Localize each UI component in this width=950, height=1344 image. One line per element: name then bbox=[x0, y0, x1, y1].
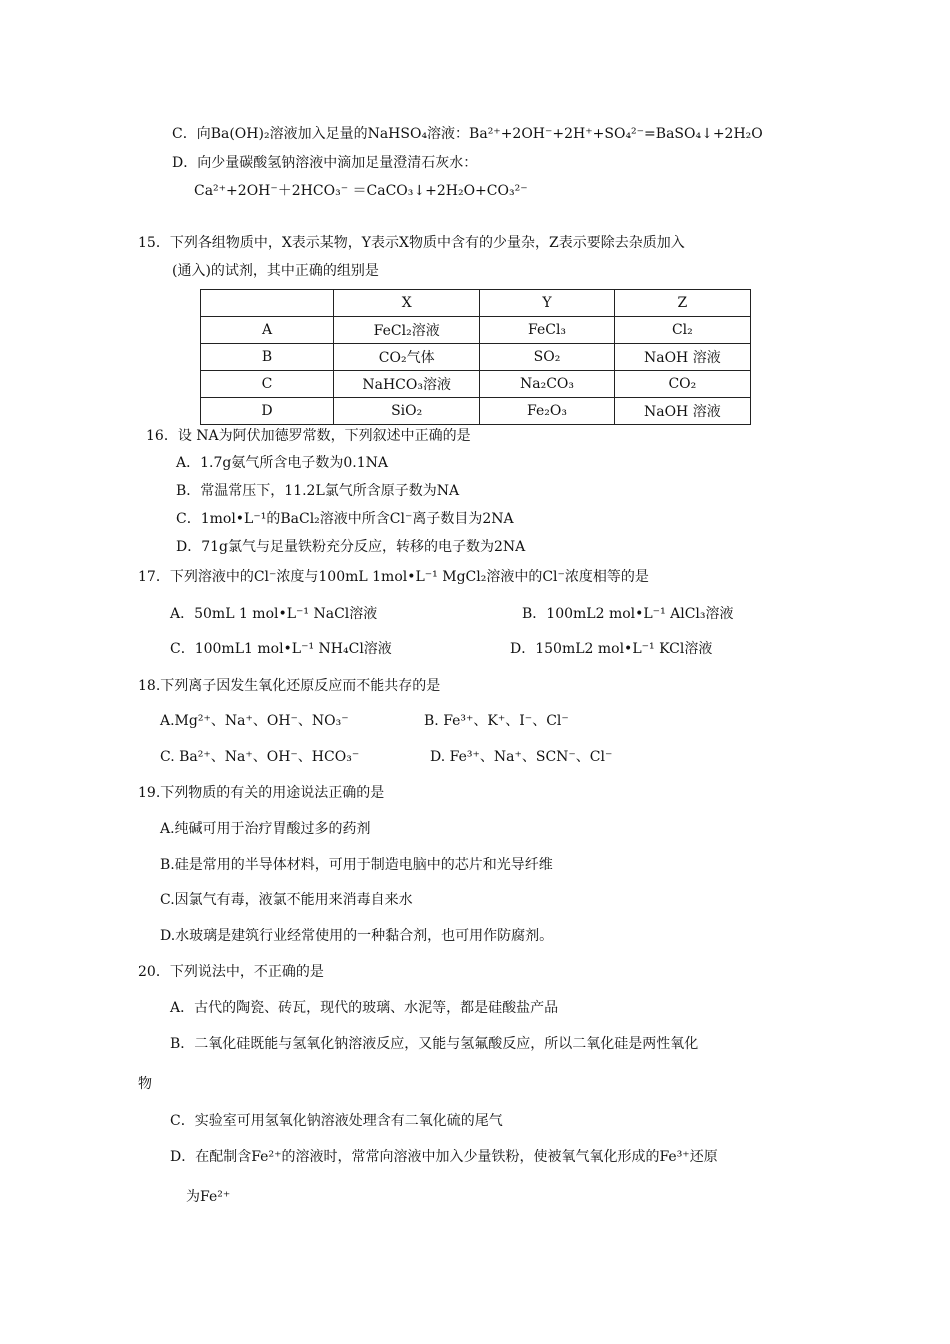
q14-option-c: C．向Ba(OH)₂溶液加入足量的NaHSO₄溶液：Ba²⁺+2OH⁻+2H⁺+SO₄²⁻=BaSO₄↓+2H₂O bbox=[172, 126, 763, 142]
table-cell: CO₂气体 bbox=[334, 344, 480, 371]
q17-stem: 17．下列溶液中的Cl⁻浓度与100mL 1mol•L⁻¹ MgCl₂溶液中的Cl⁻浓度相等的是 bbox=[138, 569, 649, 585]
q15-stem-line2: (通入)的试剂，其中正确的组别是 bbox=[172, 263, 379, 279]
table-cell: FeCl₃ bbox=[480, 317, 614, 344]
q19-option-d: D.水玻璃是建筑行业经常使用的一种黏合剂，也可用作防腐剂。 bbox=[160, 928, 554, 944]
q18-option-b: B. Fe³⁺、K⁺、I⁻、Cl⁻ bbox=[424, 713, 569, 729]
q20-option-b-line1: B．二氧化硅既能与氢氧化钠溶液反应，又能与氢氟酸反应，所以二氧化硅是两性氧化 bbox=[170, 1036, 699, 1052]
q20-option-d-line2: 为Fe²⁺ bbox=[186, 1189, 231, 1205]
q18-option-c: C. Ba²⁺、Na⁺、OH⁻、HCO₃⁻ bbox=[160, 749, 360, 765]
q19-option-c: C.因氯气有毒，液氯不能用来消毒自来水 bbox=[160, 892, 413, 908]
q16-stem: 16．设 NA为阿伏加德罗常数，下列叙述中正确的是 bbox=[146, 428, 471, 444]
table-cell: NaOH 溶液 bbox=[614, 398, 750, 425]
table-cell: D bbox=[201, 398, 334, 425]
table-header-row bbox=[201, 290, 751, 317]
q20-stem: 20．下列说法中，不正确的是 bbox=[138, 964, 324, 980]
q16-option-d: D．71g氯气与足量铁粉充分反应，转移的电子数为2NA bbox=[176, 539, 526, 555]
q16-option-c: C．1mol•L⁻¹的BaCl₂溶液中所含Cl⁻离子数目为2NA bbox=[176, 511, 514, 527]
q20-option-b-line2: 物 bbox=[138, 1076, 152, 1092]
table-header-cell: Z bbox=[614, 290, 750, 317]
q17-option-a: A．50mL 1 mol•L⁻¹ NaCl溶液 bbox=[170, 606, 378, 622]
table-row bbox=[201, 371, 751, 398]
table-cell: CO₂ bbox=[614, 371, 750, 398]
q18-stem: 18.下列离子因发生氧化还原反应而不能共存的是 bbox=[138, 678, 441, 694]
table-header-cell bbox=[201, 290, 334, 317]
q19-option-b: B.硅是常用的半导体材料，可用于制造电脑中的芯片和光导纤维 bbox=[160, 857, 553, 873]
table-cell: NaOH 溶液 bbox=[614, 344, 750, 371]
q19-option-a: A.纯碱可用于治疗胃酸过多的药剂 bbox=[160, 821, 371, 837]
q14-option-d: D．向少量碳酸氢钠溶液中滴加足量澄清石灰水： bbox=[172, 155, 478, 171]
q19-stem: 19.下列物质的有关的用途说法正确的是 bbox=[138, 785, 385, 801]
table-cell: NaHCO₃溶液 bbox=[334, 371, 480, 398]
table-cell: SiO₂ bbox=[334, 398, 480, 425]
table-cell: B bbox=[201, 344, 334, 371]
table-cell: SO₂ bbox=[480, 344, 614, 371]
table-cell: A bbox=[201, 317, 334, 344]
table-cell: FeCl₂溶液 bbox=[334, 317, 480, 344]
q20-option-c: C．实验室可用氢氧化钠溶液处理含有二氧化硫的尾气 bbox=[170, 1113, 503, 1129]
q16-option-a: A．1.7g氨气所含电子数为0.1NA bbox=[176, 455, 388, 471]
q15-stem-line1: 15．下列各组物质中，X表示某物，Y表示X物质中含有的少量杂，Z表示要除去杂质加入 bbox=[138, 235, 685, 251]
table-cell: Fe₂O₃ bbox=[480, 398, 614, 425]
q18-option-a: A.Mg²⁺、Na⁺、OH⁻、NO₃⁻ bbox=[160, 713, 349, 729]
q20-option-a: A．古代的陶瓷、砖瓦，现代的玻璃、水泥等，都是硅酸盐产品 bbox=[170, 1000, 559, 1016]
table-cell: Na₂CO₃ bbox=[480, 371, 614, 398]
q18-option-d: D. Fe³⁺、Na⁺、SCN⁻、Cl⁻ bbox=[430, 749, 613, 765]
table-cell: C bbox=[201, 371, 334, 398]
table-cell: Cl₂ bbox=[614, 317, 750, 344]
table-header-cell: Y bbox=[480, 290, 614, 317]
q17-option-b: B．100mL2 mol•L⁻¹ AlCl₃溶液 bbox=[522, 606, 734, 622]
table-row bbox=[201, 317, 751, 344]
table-row bbox=[201, 344, 751, 371]
q14-option-d-equation: Ca²⁺+2OH⁻＋2HCO₃⁻ ＝CaCO₃↓+2H₂O+CO₃²⁻ bbox=[194, 183, 528, 199]
q17-option-c: C．100mL1 mol•L⁻¹ NH₄Cl溶液 bbox=[170, 641, 392, 657]
q15-options-table bbox=[200, 289, 751, 425]
table-header-cell: X bbox=[334, 290, 480, 317]
table-row bbox=[201, 398, 751, 425]
q20-option-d-line1: D．在配制含Fe²⁺的溶液时，常常向溶液中加入少量铁粉，使被氧气氧化形成的Fe³⁺还原 bbox=[170, 1149, 718, 1165]
q17-option-d: D．150mL2 mol•L⁻¹ KCl溶液 bbox=[510, 641, 713, 657]
q16-option-b: B．常温常压下，11.2L氯气所含原子数为NA bbox=[176, 483, 460, 499]
